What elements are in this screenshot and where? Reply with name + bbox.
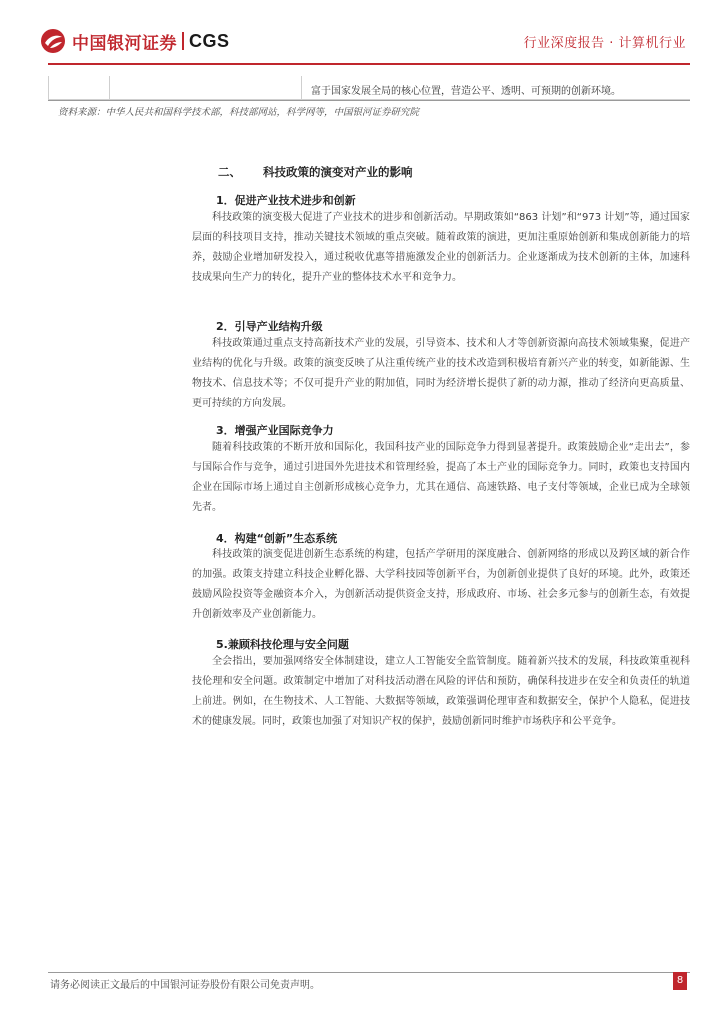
subsection-title: 4．构建“创新”生态系统 [216,532,338,545]
subsection-paragraph: 科技政策通过重点支持高新技术产业的发展，引导资本、技术和人才等创新资源向高技术领域集聚，促进产业结构的优化与升级。政策的演变反映了从注重传统产业的技术改造到积极培育新兴产业的转变，如新能源、生物技术、信息技术等；不仅可提升产业的附加值，同时为经济增长提供了新的动力源，推动了经济向更高质量、更可持续的方向发展。 [192,338,690,409]
table-source: 资料来源：中华人民共和国科学技术部，科技部网站，科学网等，中国银河证券研究院 [58,107,420,118]
subsection-title: 1．促进产业技术进步和创新 [216,194,356,207]
logo-separator [182,32,184,50]
subsection-title: 2．引导产业结构升级 [216,320,323,333]
subsection-title: 5.兼顾科技伦理与安全问题 [216,638,349,651]
report-type: 行业深度报告 · 计算机行业 [523,36,686,51]
subsection-paragraph: 科技政策的演变极大促进了产业技术的进步和创新活动。早期政策如“863 计划”和“973 计划”等，通过国家层面的科技项目支持，推动关键技术领域的重点突破。随着政策的演进，更加注重原始创新和集成创新能力的培养，鼓励企业增加研发投入，通过税收优惠等措施激发企业的创新活力。企业逐渐成为技术创新的主体，加速科技成果向生产力的转化，提升产业的整体技术水平和竞争力。 [192,212,690,283]
table-fragment [48,76,690,100]
logo-english-text: CGS [189,30,230,51]
table-column-divider [109,76,110,100]
galaxy-logo-icon [40,28,66,54]
section-title [218,164,413,180]
subsection-paragraph: 科技政策的演变促进创新生态系统的构建，包括产学研用的深度融合、创新网络的形成以及跨区域的新合作的加强。政策支持建立科技企业孵化器、大学科技园等创新平台，为创新创业提供了良好的环境。此外，政策还鼓励风险投资等金融资本介入，为创新活动提供资金支持，形成政府、市场、社会多元参与的创新生态，有效提升创新效率及产业创新能力。 [192,549,690,620]
subsection-title: 3．增强产业国际竞争力 [216,424,334,437]
header-divider [48,63,690,65]
footer-disclaimer: 请务必阅读正文最后的中国银河证券股份有限公司免责声明。 [50,980,320,991]
company-logo [40,28,230,54]
logo-chinese-text: 中国银河证券 [72,33,177,54]
table-cell: 富于国家发展全局的核心位置，营造公平、透明、可预期的创新环境。 [311,86,621,97]
table-column-divider [301,76,302,100]
subsection-paragraph: 随着科技政策的不断开放和国际化，我国科技产业的国际竞争力得到显著提升。政策鼓励企业“走出去”，参与国际合作与竞争，通过引进国外先进技术和管理经验，提高了本土产业的国际竞争力。同时，政策也支持国内企业在国际市场上通过自主创新形成核心竞争力，尤其在通信、高速铁路、电子支付等领域，企业已成为全球领先者。 [192,442,690,513]
subsection-paragraph: 全会指出，要加强网络安全体制建设，建立人工智能安全监管制度。随着新兴技术的发展，科技政策重视科技伦理和安全问题。政策制定中增加了对科技活动潜在风险的评估和预防，确保科技进步在安全和负责任的轨道上前进。例如，在生物技术、人工智能、大数据等领域，政策强调伦理审查和数据安全，保护个人隐私，促进技术的健康发展。同时，政策也加强了对知识产权的保护，鼓励创新同时维护市场秩序和公平竞争。 [192,656,690,727]
footer-divider [48,972,690,973]
section-title-text: 科技政策的演变对产业的影响 [263,165,413,179]
table-bottom-rule [48,100,690,101]
page-number: 8 [673,972,687,990]
page-header [0,0,724,70]
section-number: 二、 [218,165,241,179]
